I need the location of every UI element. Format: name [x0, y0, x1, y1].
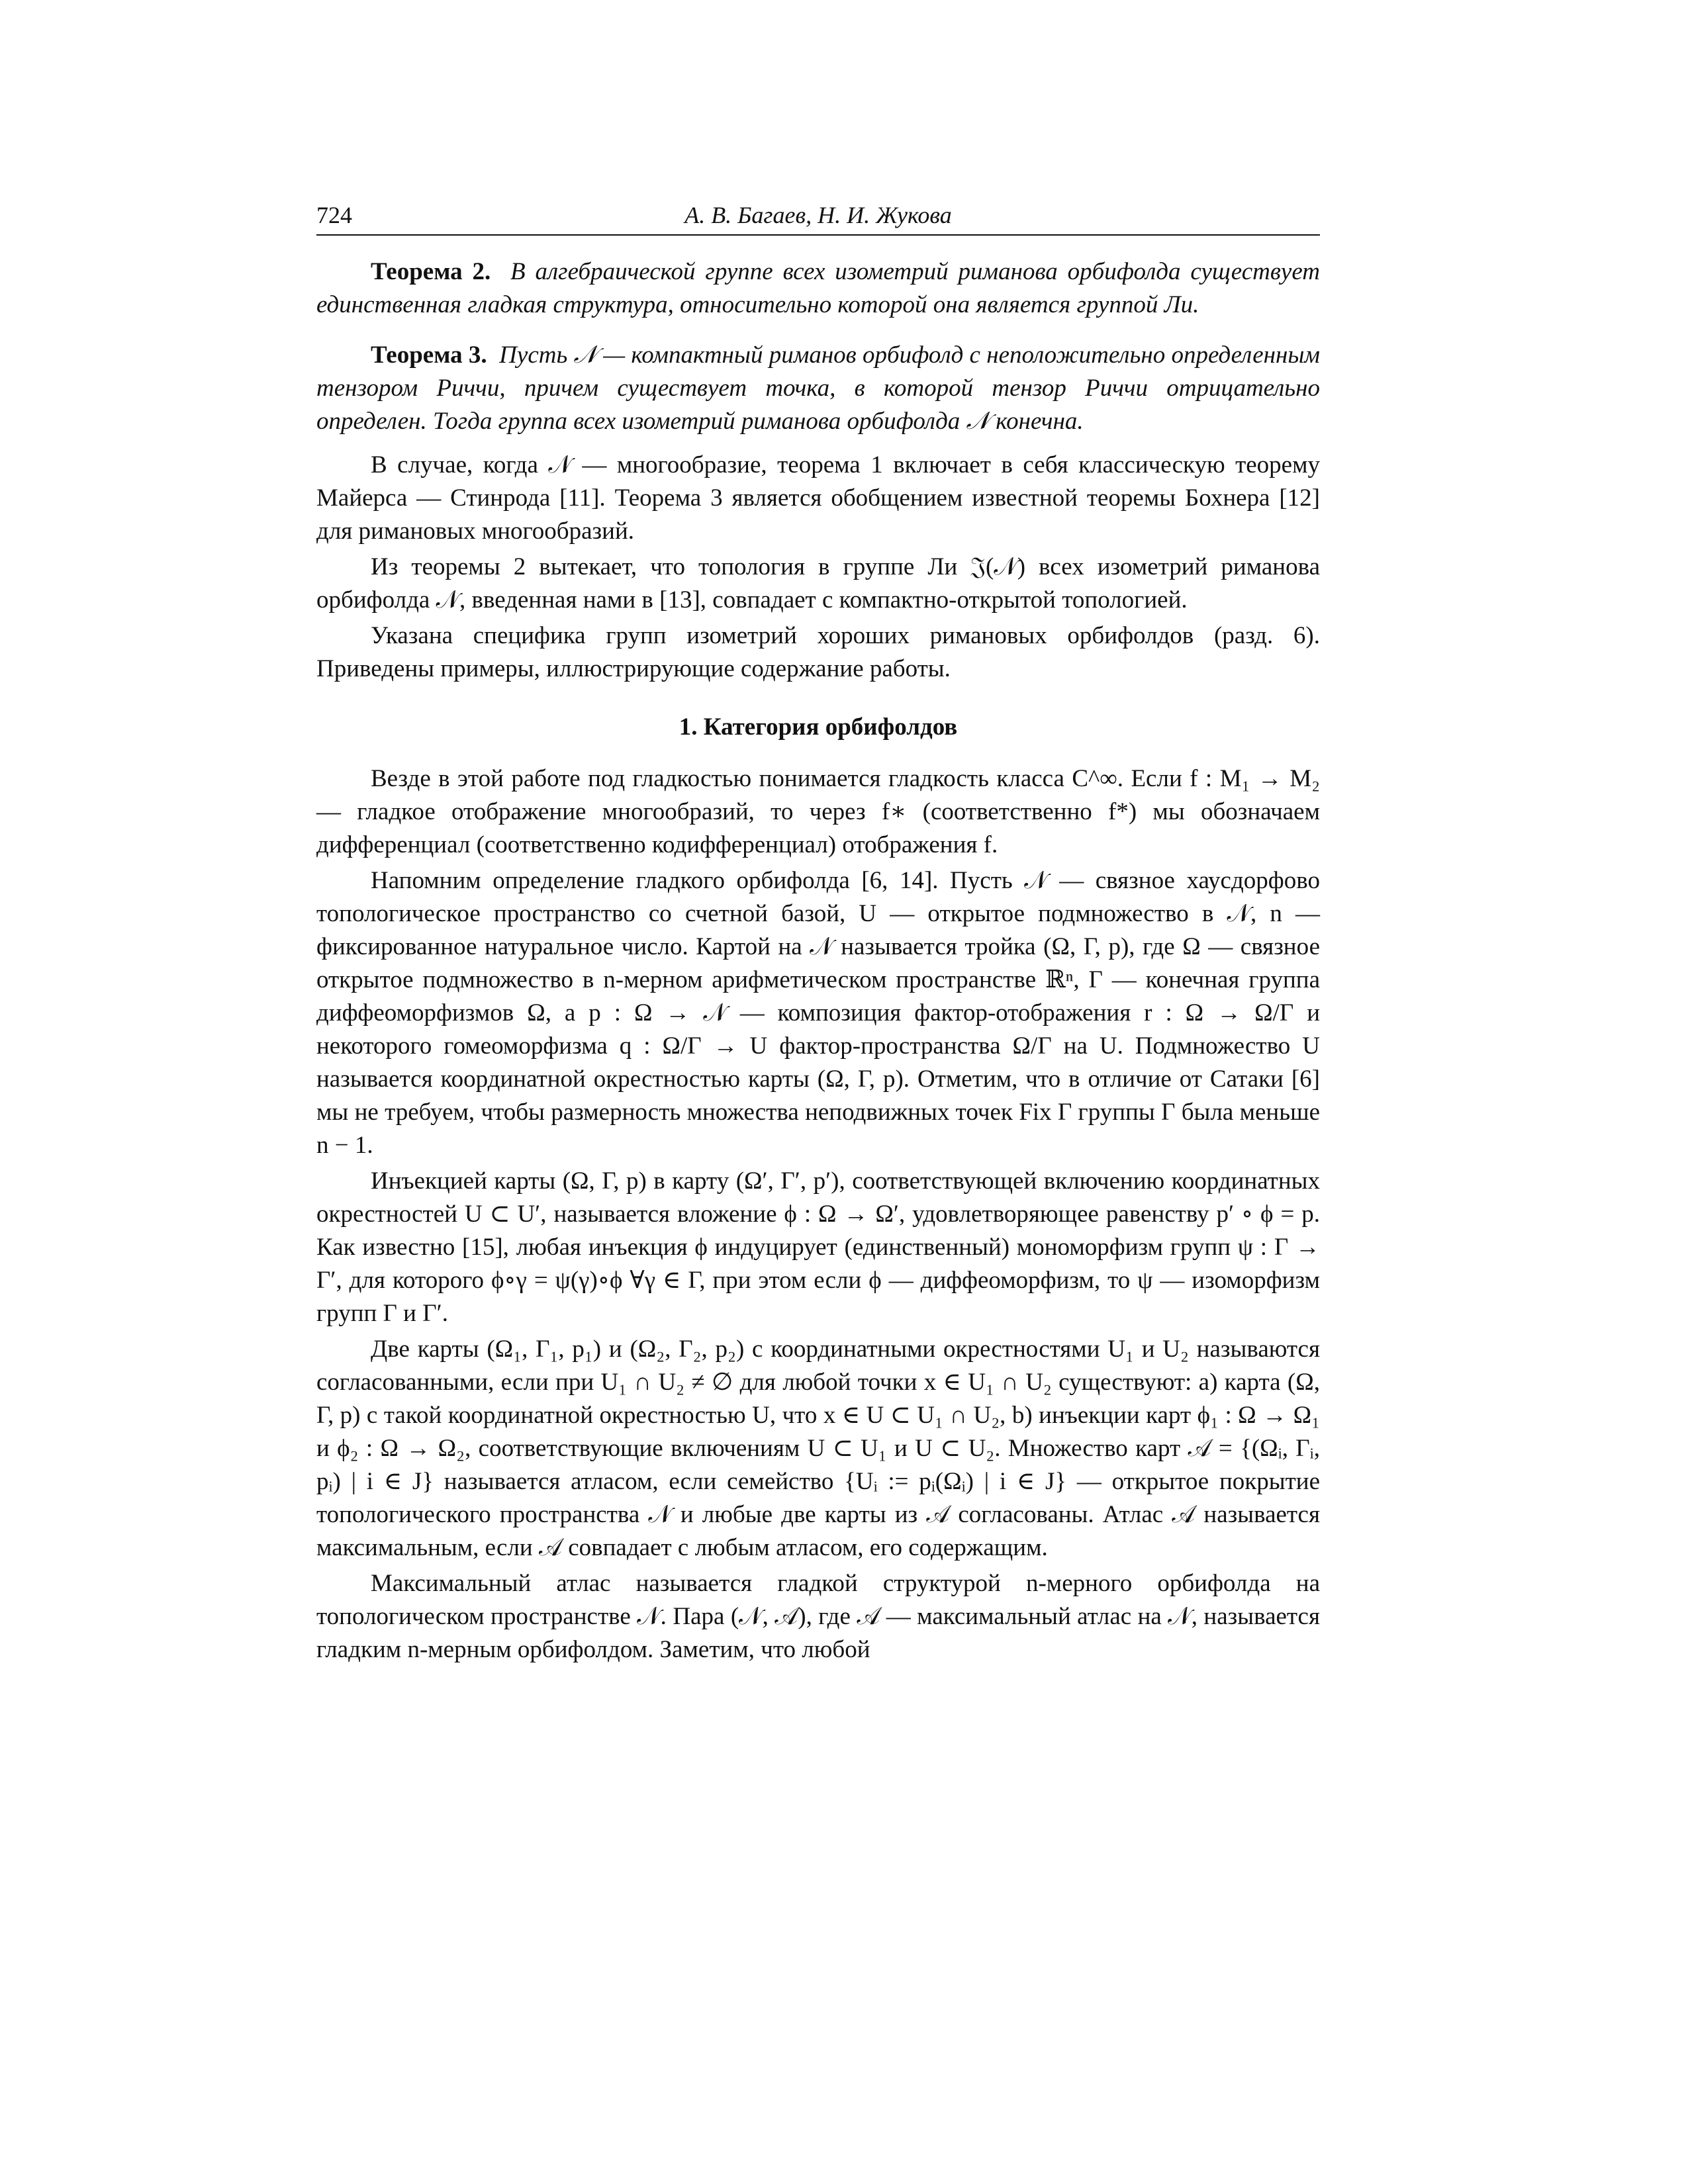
theorem-3-text: Пусть 𝒩 — компактный риманов орбифолд с неположительно определенным тензором Риччи, причем существует точка, в которой тензор Риччи отрицательно определен. Тогда группа всех изометрий риманова орбифолда 𝒩 конечна.: [316, 341, 1321, 435]
section-title: 1. Категория орбифолдов: [679, 713, 958, 741]
section-paragraph-1: Везде в этой работе под гладкостью понимается гладкость класса C^∞. Если f : M₁ → M₂ — гладкое отображение многообразий, то через f∗ (соответственно f*) мы обозначаем дифференциал (соответственно кодифференциал) отображения f.: [316, 765, 1320, 858]
paper-page: [316, 199, 1320, 1666]
running-header: [316, 199, 1320, 236]
theorem-2-text: В алгебраической группе всех изометрий риманова орбифолда существует единственная гладкая структура, относительно которой она является группой Ли.: [316, 258, 1320, 318]
page-number: 724: [316, 202, 352, 228]
intro-paragraph-1: В случае, когда 𝒩 — многообразие, теорема 1 включает в себя классическую теорему Майерса — Стинрода [11]. Теорема 3 является обобщением известной теоремы Бохнера [12] для римановых многообразий.: [316, 451, 1320, 545]
intro-paragraph-2: Из теоремы 2 вытекает, что топология в группе Ли 𝔍(𝒩) всех изометрий риманова орбифолда 𝒩, введенная нами в [13], совпадает с компактно-открытой топологией.: [316, 553, 1320, 614]
section-paragraph-3: Инъекцией карты (Ω, Γ, p) в карту (Ω′, Γ′, p′), соответствующей включению координатных окрестностей U ⊂ U′, называется вложение ϕ : Ω → Ω′, удовлетворяющее равенству p′ ∘ ϕ = p. Как известно [15], любая инъекция ϕ индуцирует (единственный) мономорфизм групп ψ : Γ → Γ′, для которого ϕ∘γ = ψ(γ)∘ϕ ∀γ ∈ Γ, при этом если ϕ — диффеоморфизм, то ψ — изоморфизм групп Γ и Γ′.: [316, 1167, 1320, 1327]
section-paragraph-2: Напомним определение гладкого орбифолда [6, 14]. Пусть 𝒩 — связное хаусдорфово топологическое пространство со счетной базой, U — открытое подмножество в 𝒩, n — фиксированное натуральное число. Картой на 𝒩 называется тройка (Ω, Γ, p), где Ω — связное открытое подмножество в n-мерном арифметическом пространстве ℝⁿ, Γ — конечная группа диффеоморфизмов Ω, а p : Ω → 𝒩 — композиция фактор-отображения r : Ω → Ω/Γ и некоторого гомеоморфизма q : Ω/Γ → U фактор-пространства Ω/Γ на U. Подмножество U называется координатной окрестностью карты (Ω, Γ, p). Отметим, что в отличие от Сатаки [6] мы не требуем, чтобы размерность множества неподвижных точек Fix Γ группы Γ была меньше n − 1.: [316, 867, 1320, 1159]
theorem-3: [316, 339, 1320, 438]
running-authors: А. В. Багаев, Н. И. Жукова: [684, 202, 952, 228]
theorem-2-label: Теорема 2.: [371, 258, 491, 285]
theorem-2: [316, 255, 1320, 322]
theorem-3-label: Теорема 3.: [371, 341, 487, 369]
section-paragraph-5: Максимальный атлас называется гладкой структурой n-мерного орбифолда на топологическом пространстве 𝒩. Пара (𝒩, 𝒜), где 𝒜 — максимальный атлас на 𝒩, называется гладким n-мерным орбифолдом. Заметим, что любой: [316, 1570, 1320, 1663]
intro-paragraph-3: Указана специфика групп изометрий хороших римановых орбифолдов (разд. 6). Приведены примеры, иллюстрирующие содержание работы.: [316, 622, 1320, 682]
section-paragraph-4: Две карты (Ω₁, Γ₁, p₁) и (Ω₂, Γ₂, p₂) с координатными окрестностями U₁ и U₂ называются согласованными, если при U₁ ∩ U₂ ≠ ∅ для любой точки x ∈ U₁ ∩ U₂ существуют: a) карта (Ω, Γ, p) с такой координатной окрестностью U, что x ∈ U ⊂ U₁ ∩ U₂, b) инъекции карт ϕ₁ : Ω → Ω₁ и ϕ₂ : Ω → Ω₂, соответствующие включениям U ⊂ U₁ и U ⊂ U₂. Множество карт 𝒜 = {(Ωᵢ, Γᵢ, pᵢ) | i ∈ J} называется атласом, если семейство {Uᵢ := pᵢ(Ωᵢ) | i ∈ J} — открытое покрытие топологического пространства 𝒩 и любые две карты из 𝒜 согласованы. Атлас 𝒜 называется максимальным, если 𝒜 совпадает с любым атласом, его содержащим.: [316, 1336, 1320, 1561]
